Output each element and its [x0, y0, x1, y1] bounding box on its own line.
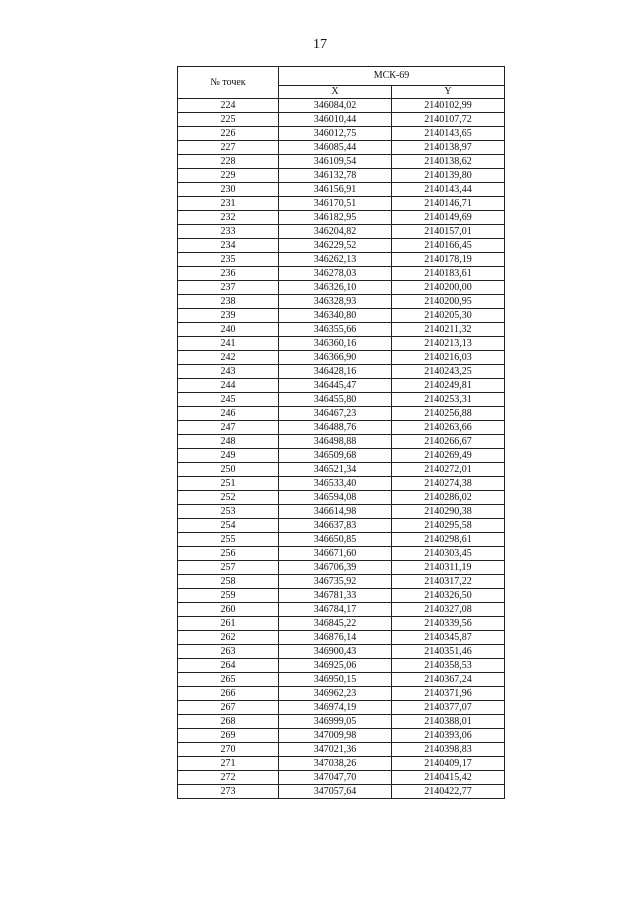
point-number-cell: 263 — [178, 645, 279, 659]
table-row — [178, 253, 505, 267]
x-coordinate-cell: 346735,92 — [279, 575, 392, 589]
x-coordinate-cell: 347009,98 — [279, 729, 392, 743]
x-coordinate-cell: 346262,13 — [279, 253, 392, 267]
x-coordinate-cell: 346706,39 — [279, 561, 392, 575]
y-coordinate-cell: 2140139,80 — [392, 169, 505, 183]
y-coordinate-cell: 2140143,44 — [392, 183, 505, 197]
y-coordinate-cell: 2140200,00 — [392, 281, 505, 295]
y-coordinate-cell: 2140102,99 — [392, 99, 505, 113]
y-coordinate-cell: 2140138,97 — [392, 141, 505, 155]
x-coordinate-cell: 347057,64 — [279, 785, 392, 799]
table-row — [178, 771, 505, 785]
x-coordinate-cell: 346925,06 — [279, 659, 392, 673]
x-coordinate-cell: 346132,78 — [279, 169, 392, 183]
y-coordinate-cell: 2140388,01 — [392, 715, 505, 729]
x-coordinate-cell: 346962,23 — [279, 687, 392, 701]
table-row — [178, 183, 505, 197]
y-coordinate-cell: 2140377,07 — [392, 701, 505, 715]
y-coordinate-cell: 2140166,45 — [392, 239, 505, 253]
x-coordinate-cell: 346326,10 — [279, 281, 392, 295]
y-coordinate-cell: 2140107,72 — [392, 113, 505, 127]
coordinates-table — [177, 66, 505, 799]
point-number-cell: 246 — [178, 407, 279, 421]
y-coordinate-cell: 2140263,66 — [392, 421, 505, 435]
point-number-cell: 243 — [178, 365, 279, 379]
x-coordinate-cell: 346109,54 — [279, 155, 392, 169]
x-coordinate-cell: 346637,83 — [279, 519, 392, 533]
y-coordinate-cell: 2140205,30 — [392, 309, 505, 323]
point-number-cell: 265 — [178, 673, 279, 687]
x-coordinate-cell: 346614,98 — [279, 505, 392, 519]
table-row — [178, 547, 505, 561]
point-number-cell: 233 — [178, 225, 279, 239]
header-x: X — [279, 85, 392, 98]
point-number-cell: 251 — [178, 477, 279, 491]
table-row — [178, 337, 505, 351]
y-coordinate-cell: 2140269,49 — [392, 449, 505, 463]
point-number-cell: 253 — [178, 505, 279, 519]
point-number-cell: 235 — [178, 253, 279, 267]
table-row — [178, 435, 505, 449]
x-coordinate-cell: 346084,02 — [279, 99, 392, 113]
point-number-cell: 254 — [178, 519, 279, 533]
x-coordinate-cell: 346204,82 — [279, 225, 392, 239]
point-number-cell: 232 — [178, 211, 279, 225]
table-row — [178, 225, 505, 239]
point-number-cell: 250 — [178, 463, 279, 477]
y-coordinate-cell: 2140157,01 — [392, 225, 505, 239]
y-coordinate-cell: 2140303,45 — [392, 547, 505, 561]
point-number-cell: 225 — [178, 113, 279, 127]
x-coordinate-cell: 346012,75 — [279, 127, 392, 141]
y-coordinate-cell: 2140415,42 — [392, 771, 505, 785]
point-number-cell: 252 — [178, 491, 279, 505]
y-coordinate-cell: 2140138,62 — [392, 155, 505, 169]
point-number-cell: 268 — [178, 715, 279, 729]
table-row — [178, 757, 505, 771]
x-coordinate-cell: 346521,34 — [279, 463, 392, 477]
y-coordinate-cell: 2140327,08 — [392, 603, 505, 617]
x-coordinate-cell: 346876,14 — [279, 631, 392, 645]
y-coordinate-cell: 2140146,71 — [392, 197, 505, 211]
table-row — [178, 267, 505, 281]
y-coordinate-cell: 2140345,87 — [392, 631, 505, 645]
x-coordinate-cell: 346467,23 — [279, 407, 392, 421]
point-number-cell: 226 — [178, 127, 279, 141]
table-row — [178, 197, 505, 211]
table-row — [178, 393, 505, 407]
y-coordinate-cell: 2140367,24 — [392, 673, 505, 687]
x-coordinate-cell: 346010,44 — [279, 113, 392, 127]
table-row — [178, 533, 505, 547]
point-number-cell: 236 — [178, 267, 279, 281]
point-number-cell: 234 — [178, 239, 279, 253]
x-coordinate-cell: 346488,76 — [279, 421, 392, 435]
point-number-cell: 224 — [178, 99, 279, 113]
table-row — [178, 449, 505, 463]
table-row — [178, 323, 505, 337]
y-coordinate-cell: 2140274,38 — [392, 477, 505, 491]
table-row — [178, 169, 505, 183]
y-coordinate-cell: 2140286,02 — [392, 491, 505, 505]
point-number-cell: 266 — [178, 687, 279, 701]
x-coordinate-cell: 346533,40 — [279, 477, 392, 491]
x-coordinate-cell: 346974,19 — [279, 701, 392, 715]
point-number-cell: 249 — [178, 449, 279, 463]
x-coordinate-cell: 346355,66 — [279, 323, 392, 337]
y-coordinate-cell: 2140317,22 — [392, 575, 505, 589]
x-coordinate-cell: 346085,44 — [279, 141, 392, 155]
point-number-cell: 262 — [178, 631, 279, 645]
table-row — [178, 575, 505, 589]
table-row — [178, 421, 505, 435]
x-coordinate-cell: 346950,15 — [279, 673, 392, 687]
y-coordinate-cell: 2140200,95 — [392, 295, 505, 309]
table-row — [178, 701, 505, 715]
y-coordinate-cell: 2140358,53 — [392, 659, 505, 673]
point-number-cell: 238 — [178, 295, 279, 309]
x-coordinate-cell: 346455,80 — [279, 393, 392, 407]
y-coordinate-cell: 2140178,19 — [392, 253, 505, 267]
table-row — [178, 141, 505, 155]
x-coordinate-cell: 346845,22 — [279, 617, 392, 631]
y-coordinate-cell: 2140149,69 — [392, 211, 505, 225]
y-coordinate-cell: 2140216,03 — [392, 351, 505, 365]
y-coordinate-cell: 2140213,13 — [392, 337, 505, 351]
table-row — [178, 379, 505, 393]
table-row — [178, 211, 505, 225]
y-coordinate-cell: 2140290,38 — [392, 505, 505, 519]
x-coordinate-cell: 346229,52 — [279, 239, 392, 253]
table-row — [178, 519, 505, 533]
point-number-cell: 264 — [178, 659, 279, 673]
x-coordinate-cell: 346594,08 — [279, 491, 392, 505]
x-coordinate-cell: 346360,16 — [279, 337, 392, 351]
y-coordinate-cell: 2140211,32 — [392, 323, 505, 337]
table-row — [178, 407, 505, 421]
y-coordinate-cell: 2140253,31 — [392, 393, 505, 407]
point-number-cell: 272 — [178, 771, 279, 785]
y-coordinate-cell: 2140409,17 — [392, 757, 505, 771]
table-row — [178, 687, 505, 701]
point-number-cell: 229 — [178, 169, 279, 183]
x-coordinate-cell: 346498,88 — [279, 435, 392, 449]
page-number: 17 — [313, 37, 327, 52]
point-number-cell: 270 — [178, 743, 279, 757]
x-coordinate-cell: 346509,68 — [279, 449, 392, 463]
x-coordinate-cell: 346182,95 — [279, 211, 392, 225]
table-row — [178, 99, 505, 113]
header-y: Y — [392, 85, 505, 98]
y-coordinate-cell: 2140249,81 — [392, 379, 505, 393]
y-coordinate-cell: 2140298,61 — [392, 533, 505, 547]
table-row — [178, 113, 505, 127]
table-row — [178, 785, 505, 799]
point-number-cell: 271 — [178, 757, 279, 771]
table-row — [178, 491, 505, 505]
point-number-cell: 237 — [178, 281, 279, 295]
point-number-cell: 245 — [178, 393, 279, 407]
point-number-cell: 259 — [178, 589, 279, 603]
point-number-cell: 240 — [178, 323, 279, 337]
y-coordinate-cell: 2140351,46 — [392, 645, 505, 659]
y-coordinate-cell: 2140326,50 — [392, 589, 505, 603]
x-coordinate-cell: 346900,43 — [279, 645, 392, 659]
point-number-cell: 241 — [178, 337, 279, 351]
point-number-cell: 258 — [178, 575, 279, 589]
x-coordinate-cell: 346170,51 — [279, 197, 392, 211]
table-row — [178, 729, 505, 743]
x-coordinate-cell: 346784,17 — [279, 603, 392, 617]
x-coordinate-cell: 346340,80 — [279, 309, 392, 323]
point-number-cell: 255 — [178, 533, 279, 547]
y-coordinate-cell: 2140422,77 — [392, 785, 505, 799]
x-coordinate-cell: 346328,93 — [279, 295, 392, 309]
x-coordinate-cell: 346781,33 — [279, 589, 392, 603]
header-coordinate-system: МСК-69 — [279, 67, 505, 86]
header-point-number: № точек — [178, 67, 279, 99]
point-number-cell: 239 — [178, 309, 279, 323]
x-coordinate-cell: 346428,16 — [279, 365, 392, 379]
point-number-cell: 231 — [178, 197, 279, 211]
table-header — [178, 67, 505, 99]
table-row — [178, 715, 505, 729]
y-coordinate-cell: 2140295,58 — [392, 519, 505, 533]
point-number-cell: 256 — [178, 547, 279, 561]
point-number-cell: 228 — [178, 155, 279, 169]
table-row — [178, 673, 505, 687]
table-body — [178, 99, 505, 799]
x-coordinate-cell: 346445,47 — [279, 379, 392, 393]
y-coordinate-cell: 2140371,96 — [392, 687, 505, 701]
table-row — [178, 365, 505, 379]
y-coordinate-cell: 2140272,01 — [392, 463, 505, 477]
point-number-cell: 242 — [178, 351, 279, 365]
x-coordinate-cell: 346156,91 — [279, 183, 392, 197]
x-coordinate-cell: 346671,60 — [279, 547, 392, 561]
table-row — [178, 155, 505, 169]
table-row — [178, 239, 505, 253]
point-number-cell: 269 — [178, 729, 279, 743]
table-row — [178, 309, 505, 323]
y-coordinate-cell: 2140311,19 — [392, 561, 505, 575]
table-row — [178, 477, 505, 491]
x-coordinate-cell: 347047,70 — [279, 771, 392, 785]
y-coordinate-cell: 2140243,25 — [392, 365, 505, 379]
point-number-cell: 244 — [178, 379, 279, 393]
table-row — [178, 505, 505, 519]
point-number-cell: 260 — [178, 603, 279, 617]
y-coordinate-cell: 2140183,61 — [392, 267, 505, 281]
point-number-cell: 267 — [178, 701, 279, 715]
table-row — [178, 659, 505, 673]
x-coordinate-cell: 346999,05 — [279, 715, 392, 729]
x-coordinate-cell: 346366,90 — [279, 351, 392, 365]
table-row — [178, 603, 505, 617]
x-coordinate-cell: 347021,36 — [279, 743, 392, 757]
table-row — [178, 463, 505, 477]
point-number-cell: 227 — [178, 141, 279, 155]
table-row — [178, 281, 505, 295]
point-number-cell: 273 — [178, 785, 279, 799]
table-row — [178, 351, 505, 365]
table-row — [178, 127, 505, 141]
x-coordinate-cell: 346650,85 — [279, 533, 392, 547]
table-row — [178, 561, 505, 575]
x-coordinate-cell: 346278,03 — [279, 267, 392, 281]
table-row — [178, 645, 505, 659]
table-row — [178, 743, 505, 757]
table-row — [178, 589, 505, 603]
point-number-cell: 261 — [178, 617, 279, 631]
y-coordinate-cell: 2140256,88 — [392, 407, 505, 421]
x-coordinate-cell: 347038,26 — [279, 757, 392, 771]
point-number-cell: 247 — [178, 421, 279, 435]
point-number-cell: 230 — [178, 183, 279, 197]
y-coordinate-cell: 2140339,56 — [392, 617, 505, 631]
table-row — [178, 617, 505, 631]
table-row — [178, 631, 505, 645]
point-number-cell: 248 — [178, 435, 279, 449]
y-coordinate-cell: 2140398,83 — [392, 743, 505, 757]
y-coordinate-cell: 2140393,06 — [392, 729, 505, 743]
y-coordinate-cell: 2140143,65 — [392, 127, 505, 141]
y-coordinate-cell: 2140266,67 — [392, 435, 505, 449]
table-row — [178, 295, 505, 309]
point-number-cell: 257 — [178, 561, 279, 575]
